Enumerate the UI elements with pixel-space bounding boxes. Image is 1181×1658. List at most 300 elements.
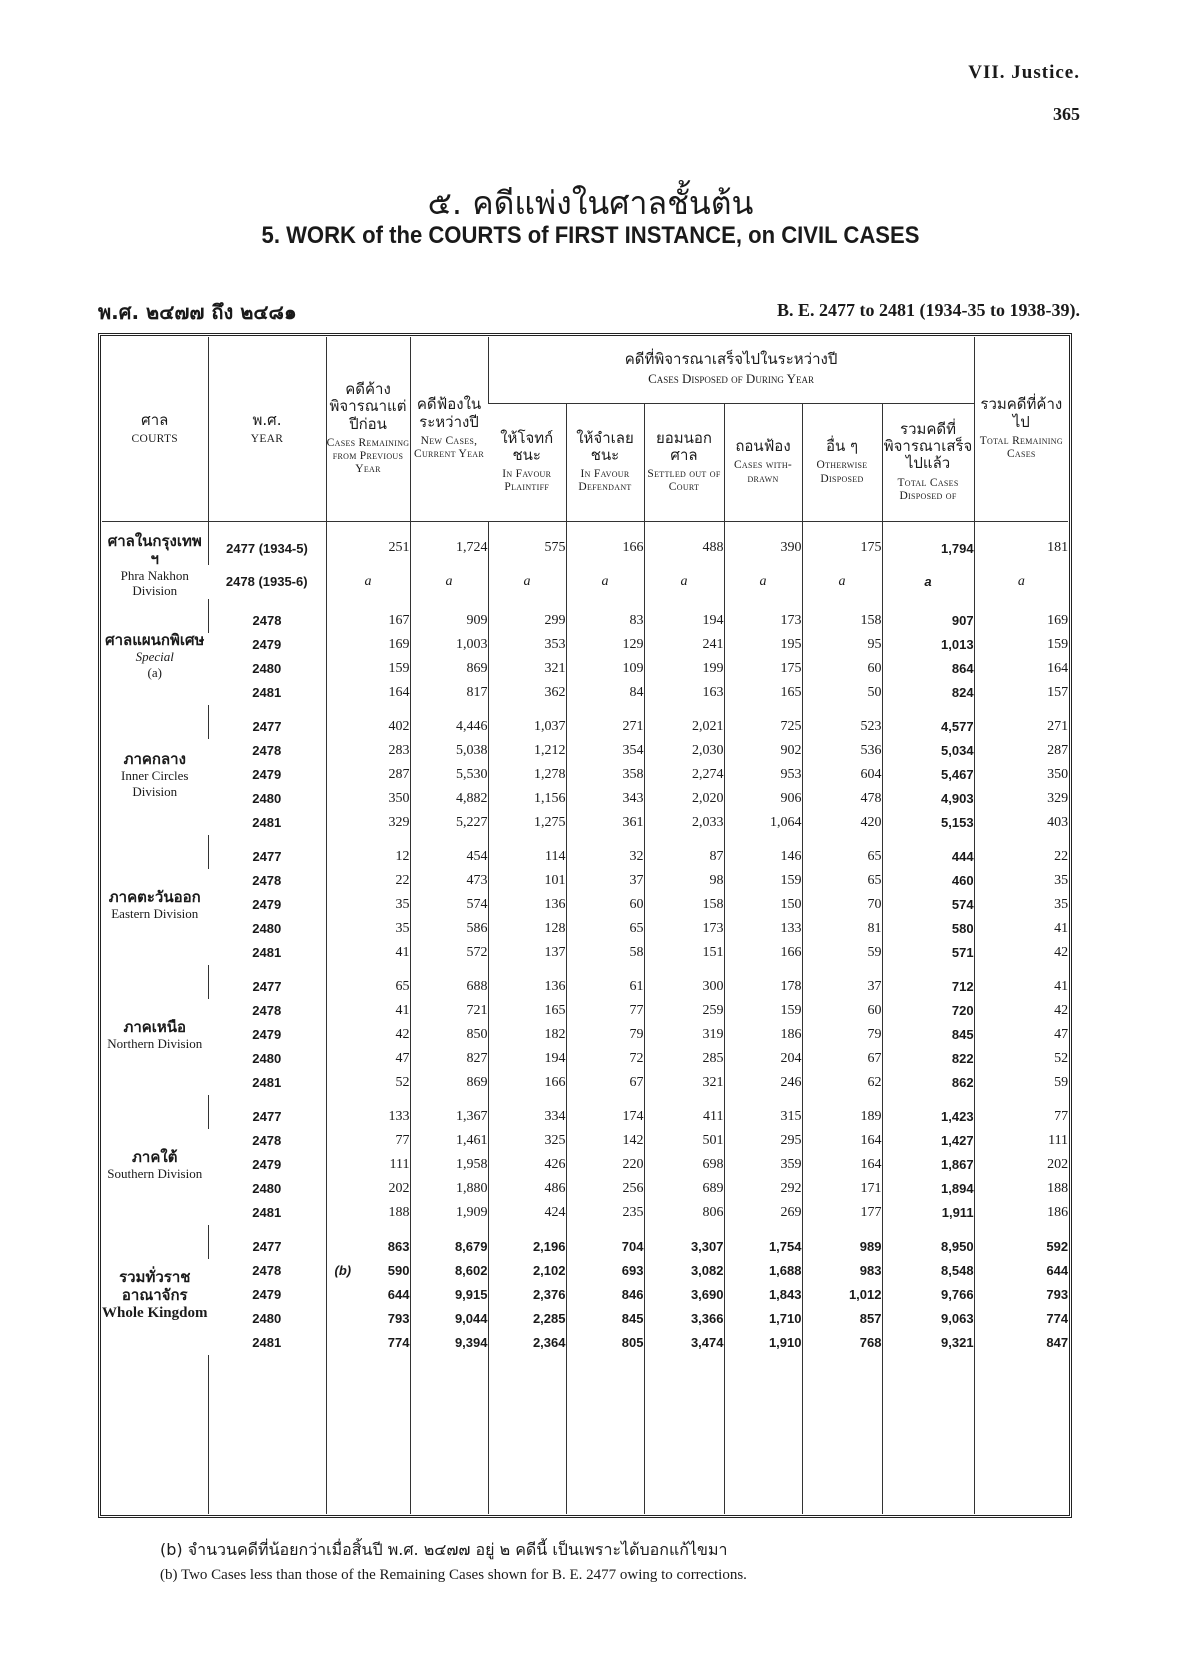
cell-remaining: 287 xyxy=(326,763,410,787)
cell-defendant: 72 xyxy=(566,1047,644,1071)
cell-defendant: 704 xyxy=(566,1235,644,1259)
cell-total-disposed: a xyxy=(882,565,974,599)
cell-defendant: 361 xyxy=(566,811,644,835)
cell-new: 1,003 xyxy=(410,633,488,657)
cell-plaintiff: 128 xyxy=(488,917,566,941)
cell-new: 1,724 xyxy=(410,532,488,566)
cell-plaintiff: 137 xyxy=(488,941,566,965)
cell-remaining: 644 xyxy=(326,1283,410,1307)
cell-remaining: 22 xyxy=(326,869,410,893)
cell-total-remaining: a xyxy=(974,565,1068,599)
table-row xyxy=(102,1307,1068,1331)
cell-otherwise: 983 xyxy=(802,1259,882,1283)
cell-settled: 3,366 xyxy=(644,1307,724,1331)
cell-withdrawn: 133 xyxy=(724,917,802,941)
table-row xyxy=(102,739,1068,763)
cell-total-remaining: 181 xyxy=(974,532,1068,566)
cell-new: 9,915 xyxy=(410,1283,488,1307)
header-total-remaining xyxy=(974,337,1068,521)
group-spacer xyxy=(102,1225,1068,1235)
spacer-cell xyxy=(974,1095,1068,1105)
group-spacer xyxy=(102,705,1068,715)
cell-plaintiff: a xyxy=(488,565,566,599)
cell-withdrawn: 246 xyxy=(724,1071,802,1095)
cell-new: 574 xyxy=(410,893,488,917)
filler-row xyxy=(102,1355,1068,1514)
court-name-en: Inner Circles Division xyxy=(120,768,189,799)
cell-remaining: 111 xyxy=(326,1153,410,1177)
cell-year: 2480 xyxy=(252,661,282,677)
cell-new: 5,227 xyxy=(410,811,488,835)
cell-total-remaining: 111 xyxy=(974,1129,1068,1153)
spacer-cell xyxy=(566,599,644,609)
table-row xyxy=(102,681,1068,705)
cell-plaintiff: 1,212 xyxy=(488,739,566,763)
spacer-cell xyxy=(566,521,644,532)
cell-total-remaining: 47 xyxy=(974,1023,1068,1047)
cell-otherwise: 189 xyxy=(802,1105,882,1129)
table-row xyxy=(102,657,1068,681)
cell-year: 2477 xyxy=(208,845,326,869)
cell-withdrawn: 195 xyxy=(724,633,802,657)
cell-total-disposed: 1,911 xyxy=(882,1201,974,1225)
cell-plaintiff: 2,102 xyxy=(488,1259,566,1283)
spacer-cell xyxy=(724,599,802,609)
cell-settled: 2,021 xyxy=(644,715,724,739)
spacer-cell xyxy=(882,965,974,975)
spacer-cell xyxy=(326,835,410,845)
cell-total-disposed: 864 xyxy=(882,657,974,681)
cell-otherwise: 171 xyxy=(802,1177,882,1201)
cell-remaining: 35 xyxy=(326,893,410,917)
cell-plaintiff: 194 xyxy=(488,1047,566,1071)
cell-otherwise: 857 xyxy=(802,1307,882,1331)
cell-note: (b) xyxy=(334,1263,352,1279)
cell-total-disposed: 1,894 xyxy=(882,1177,974,1201)
cell-new: 1,880 xyxy=(410,1177,488,1201)
court-name-thai: ภาคตะวันออก xyxy=(108,887,201,906)
header-remaining-en: Cases Remaining from Previous Year xyxy=(326,436,410,476)
table-row xyxy=(102,1071,1068,1095)
spacer-cell xyxy=(724,521,802,532)
spacer-cell xyxy=(208,521,326,532)
cell-total-disposed: 4,577 xyxy=(882,715,974,739)
spacer-cell xyxy=(410,521,488,532)
court-name-en: Special xyxy=(135,648,174,664)
cell-otherwise: 37 xyxy=(802,975,882,999)
cell-withdrawn: 150 xyxy=(724,893,802,917)
cell-total-remaining: 42 xyxy=(974,999,1068,1023)
spacer-cell xyxy=(326,521,410,532)
cell-otherwise: 60 xyxy=(802,657,882,681)
cell-remaining: 169 xyxy=(326,633,410,657)
spacer-cell xyxy=(102,599,208,609)
running-head: VII. Justice. xyxy=(968,62,1080,83)
spacer-cell xyxy=(644,1095,724,1105)
cell-defendant: 83 xyxy=(566,609,644,633)
cell-plaintiff: 486 xyxy=(488,1177,566,1201)
cell-plaintiff: 353 xyxy=(488,633,566,657)
table-row xyxy=(102,763,1068,787)
cell-withdrawn: 173 xyxy=(724,609,802,633)
cell-year: 2481 xyxy=(252,685,282,701)
cell-withdrawn: 159 xyxy=(724,999,802,1023)
header-plaintiff-en: In Favour Plaintiff xyxy=(502,468,552,494)
court-name-thai: ศาลแผนกพิเศษ xyxy=(105,630,205,649)
cell-plaintiff: 182 xyxy=(488,1023,566,1047)
court-name-thai: รวมทั่วราชอาณาจักร xyxy=(119,1267,191,1304)
cell-otherwise: a xyxy=(802,565,882,599)
cell-defendant: 58 xyxy=(566,941,644,965)
period-thai: พ.ศ. ๒๔๗๗ ถึง ๒๔๘๑ xyxy=(98,300,297,324)
spacer-cell xyxy=(488,705,566,715)
filler-cell xyxy=(208,1355,326,1514)
cell-plaintiff: 424 xyxy=(488,1201,566,1225)
cell-year: 2479 xyxy=(252,1157,282,1173)
cell-otherwise: 70 xyxy=(802,893,882,917)
spacer-cell xyxy=(566,835,644,845)
spacer-cell xyxy=(644,1225,724,1235)
cell-total-disposed: 1,427 xyxy=(882,1129,974,1153)
spacer-cell xyxy=(974,835,1068,845)
cell-defendant: 235 xyxy=(566,1201,644,1225)
cell-new: 572 xyxy=(410,941,488,965)
table-row xyxy=(102,917,1068,941)
cell-new: 9,394 xyxy=(410,1331,488,1355)
header-defendant-thai: ให้จำเลยชนะ xyxy=(576,428,634,464)
court-name xyxy=(102,609,208,705)
cell-plaintiff: 114 xyxy=(488,845,566,869)
cell-year: 2480 xyxy=(252,921,282,937)
cell-year: 2480 xyxy=(252,1181,282,1197)
cell-defendant: 129 xyxy=(566,633,644,657)
spacer-cell xyxy=(208,1095,326,1105)
cell-total-disposed: 5,034 xyxy=(882,739,974,763)
cell-settled: 199 xyxy=(644,657,724,681)
filler-cell xyxy=(410,1355,488,1514)
cell-defendant: 37 xyxy=(566,869,644,893)
header-withdrawn xyxy=(724,403,802,521)
cell-year: 2479 xyxy=(252,1287,282,1303)
cell-remaining: 42 xyxy=(326,1023,410,1047)
cell-withdrawn: 1,754 xyxy=(724,1235,802,1259)
cell-otherwise: 65 xyxy=(802,869,882,893)
header-settled xyxy=(644,403,724,521)
cell-remaining: 164 xyxy=(326,681,410,705)
cell-otherwise: 177 xyxy=(802,1201,882,1225)
spacer-cell xyxy=(724,705,802,715)
cell-defendant: 60 xyxy=(566,893,644,917)
cell-remaining: 251 xyxy=(326,532,410,566)
spacer-cell xyxy=(326,965,410,975)
table-row xyxy=(102,609,1068,633)
header-court-thai: ศาล xyxy=(141,410,169,429)
cell-remaining: 65 xyxy=(326,975,410,999)
cell-defendant: 256 xyxy=(566,1177,644,1201)
cell-remaining: 202 xyxy=(326,1177,410,1201)
spacer-cell xyxy=(566,965,644,975)
header-total-remaining-en: Total Remaining Cases xyxy=(979,434,1063,460)
spacer-cell xyxy=(326,1095,410,1105)
cell-total-remaining: 793 xyxy=(974,1283,1068,1307)
cell-total-disposed: 9,766 xyxy=(882,1283,974,1307)
spacer-cell xyxy=(882,599,974,609)
cell-new: 5,530 xyxy=(410,763,488,787)
cell-withdrawn: 166 xyxy=(724,941,802,965)
cell-settled: 2,030 xyxy=(644,739,724,763)
cell-settled: 3,082 xyxy=(644,1259,724,1283)
cell-withdrawn: 906 xyxy=(724,787,802,811)
court-name-thai: ศาลในกรุงเทพ ฯ xyxy=(107,531,202,568)
header-disposed-en: Cases Disposed of During Year xyxy=(648,371,814,387)
spacer-cell xyxy=(208,965,326,975)
cell-withdrawn: 269 xyxy=(724,1201,802,1225)
cell-year: 2477 xyxy=(208,975,326,999)
title-english: 5. WORK of the COURTS of FIRST INSTANCE, on CIVIL CASES xyxy=(261,222,920,249)
cell-settled: 411 xyxy=(644,1105,724,1129)
group-spacer xyxy=(102,599,1068,609)
cell-plaintiff: 2,376 xyxy=(488,1283,566,1307)
cell-total-disposed: 720 xyxy=(882,999,974,1023)
cell-settled: 2,274 xyxy=(644,763,724,787)
cell-remaining: 159 xyxy=(326,657,410,681)
header-plaintiff-thai: ให้โจทก์ชนะ xyxy=(500,428,554,464)
header-new-en: New Cases, Current Year xyxy=(413,434,485,460)
court-note: (a) xyxy=(147,664,162,680)
footnote-thai: (b) จำนวนคดีที่น้อยกว่าเมื่อสิ้นปี พ.ศ. ๒๔๗๗ อยู่ ๒ คดีนี้ เป็นเพราะได้บอกแก้ไขมา xyxy=(160,1540,728,1559)
civil-cases-table xyxy=(102,337,1068,1514)
spacer-cell xyxy=(802,599,882,609)
cell-total-remaining: 329 xyxy=(974,787,1068,811)
cell-year: 2478 xyxy=(252,1133,282,1149)
cell-otherwise: 60 xyxy=(802,999,882,1023)
cell-defendant: 845 xyxy=(566,1307,644,1331)
table-row xyxy=(102,845,1068,869)
cell-remaining: 167 xyxy=(326,609,410,633)
cell-defendant: 77 xyxy=(566,999,644,1023)
cell-year: 2480 xyxy=(252,791,282,807)
filler-cell xyxy=(102,1355,208,1514)
table-row xyxy=(102,532,1068,566)
table-row xyxy=(102,811,1068,835)
header-otherwise-thai: อื่น ๆ xyxy=(825,437,859,456)
cell-total-remaining: 41 xyxy=(974,917,1068,941)
cell-settled: 285 xyxy=(644,1047,724,1071)
spacer-cell xyxy=(802,835,882,845)
cell-total-remaining: 35 xyxy=(974,893,1068,917)
cell-remaining: 133 xyxy=(326,1105,410,1129)
table-row xyxy=(102,1331,1068,1355)
header-otherwise xyxy=(802,403,882,521)
cell-year: 2477 xyxy=(208,1105,326,1129)
cell-total-remaining: 159 xyxy=(974,633,1068,657)
cell-plaintiff: 1,275 xyxy=(488,811,566,835)
spacer-cell xyxy=(974,599,1068,609)
cell-remaining: 77 xyxy=(326,1129,410,1153)
cell-total-remaining: 59 xyxy=(974,1071,1068,1095)
table-row xyxy=(102,715,1068,739)
cell-withdrawn: 725 xyxy=(724,715,802,739)
spacer-cell xyxy=(410,705,488,715)
filler-cell xyxy=(802,1355,882,1514)
cell-total-remaining: 186 xyxy=(974,1201,1068,1225)
cell-otherwise: 50 xyxy=(802,681,882,705)
cell-total-disposed: 460 xyxy=(882,869,974,893)
cell-settled: 300 xyxy=(644,975,724,999)
cell-otherwise: 164 xyxy=(802,1153,882,1177)
cell-plaintiff: 299 xyxy=(488,609,566,633)
court-name xyxy=(102,845,208,965)
cell-plaintiff: 426 xyxy=(488,1153,566,1177)
cell-withdrawn: 1,910 xyxy=(724,1331,802,1355)
header-total-remaining-thai: รวมคดีที่ค้างไป xyxy=(980,395,1063,431)
cell-withdrawn: 204 xyxy=(724,1047,802,1071)
cell-new: 688 xyxy=(410,975,488,999)
cell-defendant: 142 xyxy=(566,1129,644,1153)
cell-withdrawn: 186 xyxy=(724,1023,802,1047)
spacer-cell xyxy=(102,965,208,975)
cell-otherwise: 79 xyxy=(802,1023,882,1047)
cell-withdrawn: 146 xyxy=(724,845,802,869)
cell-new: 5,038 xyxy=(410,739,488,763)
spacer-cell xyxy=(410,599,488,609)
cell-otherwise: 164 xyxy=(802,1129,882,1153)
spacer-cell xyxy=(102,705,208,715)
cell-total-remaining: 202 xyxy=(974,1153,1068,1177)
cell-year: 2481 xyxy=(252,1205,282,1221)
court-name-en: Phra Nakhon Division xyxy=(120,567,189,599)
spacer-cell xyxy=(802,1225,882,1235)
cell-otherwise: 1,012 xyxy=(802,1283,882,1307)
spacer-cell xyxy=(208,835,326,845)
court-name-en: Northern Division xyxy=(107,1035,203,1051)
header-plaintiff xyxy=(488,403,566,521)
cell-new: 1,958 xyxy=(410,1153,488,1177)
cell-total-remaining: 22 xyxy=(974,845,1068,869)
spacer-cell xyxy=(644,835,724,845)
group-spacer xyxy=(102,965,1068,975)
cell-settled: 321 xyxy=(644,1071,724,1095)
table-row xyxy=(102,565,1068,599)
cell-defendant: 109 xyxy=(566,657,644,681)
spacer-cell xyxy=(488,835,566,845)
cell-plaintiff: 334 xyxy=(488,1105,566,1129)
spacer-cell xyxy=(488,1095,566,1105)
cell-withdrawn: 295 xyxy=(724,1129,802,1153)
cell-plaintiff: 2,196 xyxy=(488,1235,566,1259)
court-name-en: Eastern Division xyxy=(111,905,199,921)
filler-cell xyxy=(724,1355,802,1514)
cell-withdrawn: 953 xyxy=(724,763,802,787)
spacer-cell xyxy=(724,965,802,975)
cell-settled: 2,020 xyxy=(644,787,724,811)
cell-settled: 259 xyxy=(644,999,724,1023)
cell-total-remaining: 42 xyxy=(974,941,1068,965)
spacer-cell xyxy=(644,965,724,975)
cell-total-disposed: 9,321 xyxy=(882,1331,974,1355)
cell-defendant: 271 xyxy=(566,715,644,739)
cell-plaintiff: 166 xyxy=(488,1071,566,1095)
cell-total-disposed: 8,548 xyxy=(882,1259,974,1283)
cell-total-remaining: 164 xyxy=(974,657,1068,681)
cell-defendant: 166 xyxy=(566,532,644,566)
cell-remaining xyxy=(326,1259,410,1283)
cell-total-remaining: 774 xyxy=(974,1307,1068,1331)
cell-plaintiff: 575 xyxy=(488,532,566,566)
cell-total-disposed: 824 xyxy=(882,681,974,705)
table-row xyxy=(102,941,1068,965)
cell-total-remaining: 592 xyxy=(974,1235,1068,1259)
cell-total-disposed: 444 xyxy=(882,845,974,869)
cell-new: 721 xyxy=(410,999,488,1023)
header-remaining xyxy=(326,337,410,521)
cell-defendant: 61 xyxy=(566,975,644,999)
filler-cell xyxy=(488,1355,566,1514)
table-row xyxy=(102,1105,1068,1129)
cell-total-remaining: 287 xyxy=(974,739,1068,763)
cell-defendant: 32 xyxy=(566,845,644,869)
cell-total-remaining: 644 xyxy=(974,1259,1068,1283)
cell-total-remaining: 35 xyxy=(974,869,1068,893)
court-name-thai: ภาคกลาง xyxy=(123,750,186,769)
cell-new: 454 xyxy=(410,845,488,869)
footnote-english: (b) Two Cases less than those of the Remaining Cases shown for B. E. 2477 owing to corrections. xyxy=(160,1567,747,1583)
court-name xyxy=(102,532,208,599)
cell-remaining: 329 xyxy=(326,811,410,835)
cell-year: 2478 xyxy=(252,873,282,889)
page-number: 365 xyxy=(1053,104,1080,124)
cell-defendant: 79 xyxy=(566,1023,644,1047)
cell-defendant: 65 xyxy=(566,917,644,941)
cell-total-remaining: 188 xyxy=(974,1177,1068,1201)
table-body xyxy=(102,521,1068,1514)
spacer-cell xyxy=(102,1225,208,1235)
cell-defendant: 693 xyxy=(566,1259,644,1283)
header-court-en: COURTS xyxy=(131,432,178,445)
cell-plaintiff: 325 xyxy=(488,1129,566,1153)
cell-settled: 3,474 xyxy=(644,1331,724,1355)
table-row xyxy=(102,1235,1068,1259)
cell-settled: 3,690 xyxy=(644,1283,724,1307)
cell-remaining: 350 xyxy=(326,787,410,811)
cell-new: 9,044 xyxy=(410,1307,488,1331)
spacer-cell xyxy=(566,1095,644,1105)
spacer-cell xyxy=(974,705,1068,715)
header-otherwise-en: Otherwise Disposed xyxy=(816,459,868,485)
cell-plaintiff: 136 xyxy=(488,975,566,999)
cell-total-disposed: 845 xyxy=(882,1023,974,1047)
cell-otherwise: 59 xyxy=(802,941,882,965)
cell-otherwise: 95 xyxy=(802,633,882,657)
group-spacer xyxy=(102,521,1068,532)
spacer-cell xyxy=(326,705,410,715)
header-withdrawn-thai: ถอนฟ้อง xyxy=(735,437,791,456)
spacer-cell xyxy=(644,599,724,609)
header-defendant-en: In Favour Defendant xyxy=(578,468,632,494)
cell-year: 2480 xyxy=(252,1051,282,1067)
spacer-cell xyxy=(488,599,566,609)
cell-otherwise: 989 xyxy=(802,1235,882,1259)
cell-remaining: 47 xyxy=(326,1047,410,1071)
spacer-cell xyxy=(802,521,882,532)
spacer-cell xyxy=(208,599,326,609)
spacer-cell xyxy=(882,705,974,715)
cell-remaining: 283 xyxy=(326,739,410,763)
cell-plaintiff: 136 xyxy=(488,893,566,917)
cell-plaintiff: 1,156 xyxy=(488,787,566,811)
cell-new: 4,446 xyxy=(410,715,488,739)
cell-defendant: 67 xyxy=(566,1071,644,1095)
